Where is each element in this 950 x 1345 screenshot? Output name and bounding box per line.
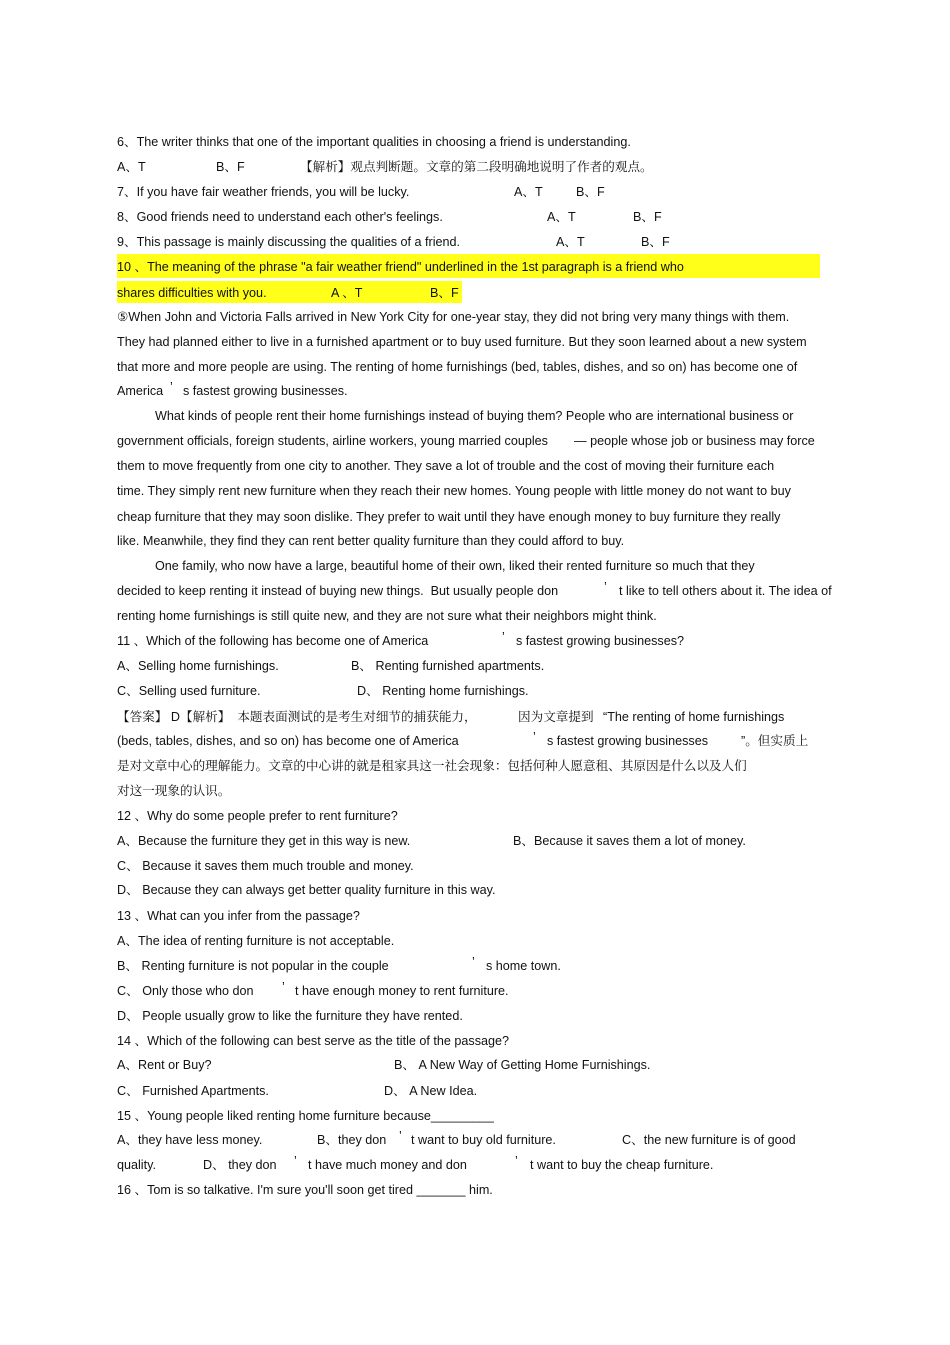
question-13-option-a: A、The idea of renting furniture is not acceptable. <box>117 934 395 948</box>
question-8-option-b: B、F <box>633 210 662 224</box>
question-13-option-c-c: t have enough money to rent furniture. <box>295 984 509 998</box>
passage-p1-line2: They had planned either to live in a furnished apartment or to buy used furniture. But they soon learned about a new system <box>117 335 807 349</box>
question-15-option-b-c: t want to buy old furniture. <box>411 1133 556 1147</box>
passage-p2-line2b: — people whose job or business may force <box>574 434 815 448</box>
answer-analysis-line1c: “The renting of home furnishings <box>603 710 785 724</box>
passage-p1-line3: that more and more people are using. The renting of home furnishings (bed, tables, dishes, and so on) has become one of <box>117 360 798 374</box>
question-12-option-a: A、Because the furniture they get in this way is new. <box>117 834 411 848</box>
question-13-option-d: D、 People usually grow to like the furniture they have rented. <box>117 1009 463 1023</box>
passage-p3-line3: renting home furnishings is still quite new, and they are not sure what their neighbors might think. <box>117 609 657 623</box>
question-14-option-d: D、 A New Idea. <box>384 1084 478 1098</box>
question-11b: ’ <box>502 630 505 644</box>
question-7: 7、If you have fair weather friends, you will be lucky. <box>117 185 410 199</box>
passage-p1-line1: ⑤When John and Victoria Falls arrived in New York City for one-year stay, they did not bring very many things with them. <box>117 310 790 324</box>
question-11-option-c: C、Selling used furniture. <box>117 684 261 698</box>
question-12-option-c: C、 Because it saves them much trouble and money. <box>117 859 414 873</box>
question-11-option-d: D、 Renting home furnishings. <box>357 684 529 698</box>
question-16: 16 、Tom is so talkative. I'm sure you'll soon get tired _______ him. <box>117 1183 493 1197</box>
question-15-option-a: A、they have less money. <box>117 1133 263 1147</box>
question-7-option-b: B、F <box>576 185 605 199</box>
question-9-option-b: B、F <box>641 235 670 249</box>
answer-analysis-line3: 是对文章中心的理解能力。文章的中心讲的就是租家具这一社会现象：包括何种人愿意租、其原因是什么以及人们 <box>117 759 747 773</box>
passage-p3-line1: One family, who now have a large, beautiful home of their own, liked their rented furniture so much that they <box>155 559 755 573</box>
question-8-option-a: A、T <box>547 210 576 224</box>
passage-p2-line6: like. Meanwhile, they find they can rent better quality furniture than they could afford to buy. <box>117 534 625 548</box>
question-10-line2: shares difficulties with you. <box>117 286 267 300</box>
question-11-option-a: A、Selling home furnishings. <box>117 659 279 673</box>
passage-p3-line2b: ’ <box>604 580 607 594</box>
question-11c: s fastest growing businesses? <box>516 634 685 648</box>
question-13-option-b-c: s home town. <box>486 959 561 973</box>
passage-p1-line4c: s fastest growing businesses. <box>183 384 348 398</box>
question-13-option-c-b: ’ <box>282 980 285 994</box>
question-15: 15 、Young people liked renting home furniture because_________ <box>117 1109 494 1123</box>
question-8: 8、Good friends need to understand each other's feelings. <box>117 210 443 224</box>
question-10-option-b: B、F <box>430 286 459 300</box>
question-11-option-b: B、 Renting furnished apartments. <box>351 659 545 673</box>
question-14-option-a: A、Rent or Buy? <box>117 1058 212 1072</box>
question-13-option-c-a: C、 Only those who don <box>117 984 254 998</box>
passage-p1-line4b: ’ <box>170 380 173 394</box>
question-15-option-c-line2: quality. <box>117 1158 156 1172</box>
question-15-option-d-c: t have much money and don <box>308 1158 467 1172</box>
passage-p1-line4a: America <box>117 384 164 398</box>
question-15-option-d-a: D、 they don <box>203 1158 277 1172</box>
question-15-option-c-line1: C、the new furniture is of good <box>622 1133 796 1147</box>
passage-p2-line2a: government officials, foreign students, airline workers, young married couples <box>117 434 548 448</box>
answer-analysis-line2a: (beds, tables, dishes, and so on) has become one of America <box>117 734 459 748</box>
passage-p3-line2c: t like to tell others about it. The idea of <box>619 584 832 598</box>
question-13: 13 、What can you infer from the passage? <box>117 909 360 923</box>
question-12-option-d: D、 Because they can always get better quality furniture in this way. <box>117 883 496 897</box>
passage-p2-line5: cheap furniture that they may soon dislike. They prefer to wait until they have enough money to buy furniture they really <box>117 510 781 524</box>
question-13-option-b-a: B、 Renting furniture is not popular in the couple <box>117 959 389 973</box>
question-15-option-b-b: ’ <box>399 1129 402 1143</box>
question-6-option-b: B、F <box>216 160 245 174</box>
answer-analysis-line2b: ’ <box>533 730 536 744</box>
question-15-option-d-b: ’ <box>294 1154 297 1168</box>
question-12-option-b: B、Because it saves them a lot of money. <box>513 834 746 848</box>
question-14-option-b: B、 A New Way of Getting Home Furnishings. <box>394 1058 651 1072</box>
question-10-option-a: A 、T <box>331 286 363 300</box>
question-14: 14 、Which of the following can best serve as the title of the passage? <box>117 1034 510 1048</box>
question-9-option-a: A、T <box>556 235 585 249</box>
answer-analysis-line4: 对这一现象的认识。 <box>117 784 231 798</box>
question-10-line1: 10 、The meaning of the phrase "a fair weather friend" underlined in the 1st paragraph is a friend who <box>117 260 684 274</box>
question-15-option-d-e: t want to buy the cheap furniture. <box>530 1158 714 1172</box>
passage-p2-line4: time. They simply rent new furniture when they reach their new homes. Young people with little money do not want to buy <box>117 484 791 498</box>
question-14-option-c: C、 Furnished Apartments. <box>117 1084 269 1098</box>
passage-p2-line3: them to move frequently from one city to another. They save a lot of trouble and the cost of moving their furniture each <box>117 459 775 473</box>
answer-analysis-line1b: 因为文章提到 <box>518 710 594 724</box>
question-12: 12 、Why do some people prefer to rent furniture? <box>117 809 398 823</box>
question-7-option-a: A、T <box>514 185 543 199</box>
question-6-analysis: 【解析】观点判断题。文章的第二段明确地说明了作者的观点。 <box>300 160 653 174</box>
answer-analysis-line1a: 【答案】 D【解析】 本题表面测试的是考生对细节的捕获能力， <box>117 710 477 724</box>
question-6-option-a: A、T <box>117 160 146 174</box>
question-15-option-b-a: B、they don <box>317 1133 387 1147</box>
question-15-option-d-d: ’ <box>515 1154 518 1168</box>
passage-p2-line1: What kinds of people rent their home furnishings instead of buying them? People who are international business or <box>155 409 794 423</box>
question-13-option-b-b: ’ <box>472 955 475 969</box>
passage-p3-line2a: decided to keep renting it instead of buying new things. But usually people don <box>117 584 559 598</box>
question-11a: 11 、Which of the following has become one of America <box>117 634 429 648</box>
answer-analysis-line2d: ”。但实质上 <box>741 734 809 748</box>
question-6: 6、The writer thinks that one of the important qualities in choosing a friend is understanding. <box>117 135 631 149</box>
question-9: 9、This passage is mainly discussing the qualities of a friend. <box>117 235 461 249</box>
answer-analysis-line2c: s fastest growing businesses <box>547 734 709 748</box>
